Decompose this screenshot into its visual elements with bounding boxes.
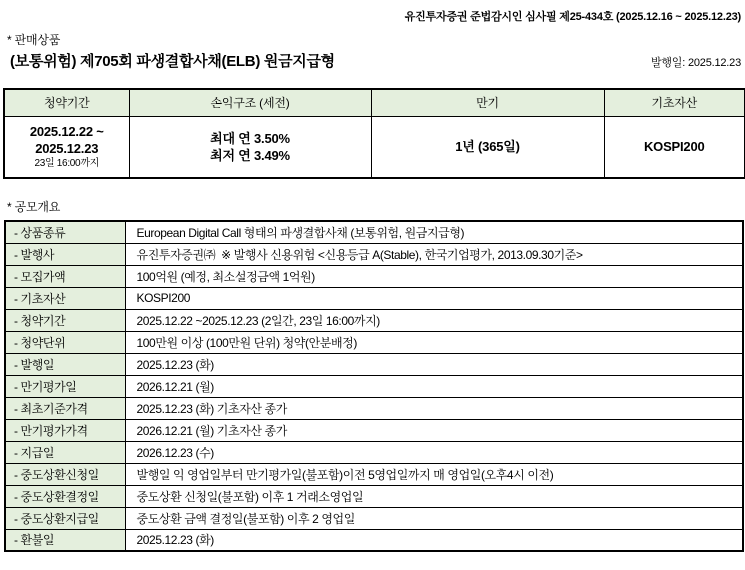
offering-detail-table xyxy=(4,220,744,552)
detail-value-cell: 2025.12.22 ~2025.12.23 (2일간, 23일 16:00까지) xyxy=(125,309,743,331)
sale-product-section-label: * 판매상품 xyxy=(7,33,61,47)
detail-value-cell: 유진투자증권㈜ ※ 발행사 신용위험 <신용등급 A(Stable), 한국기업평가, 2013.09.30기준> xyxy=(125,243,743,265)
issue-date: 발행일: 2025.12.23 xyxy=(650,57,741,69)
product-summary-table xyxy=(3,88,745,179)
detail-label-cell: - 청약기간 xyxy=(5,309,125,331)
detail-value-cell: 중도상환 금액 결정일(불포함) 이후 2 영업일 xyxy=(125,507,743,529)
detail-value-cell: 중도상환 신청일(불포함) 이후 1 거래소영업일 xyxy=(125,485,743,507)
header-maturity: 만기 xyxy=(371,89,604,116)
maturity-value: 1년 (365일) xyxy=(455,139,520,155)
underlying-asset-value: KOSPI200 xyxy=(643,139,705,155)
summary-header-row xyxy=(4,89,745,116)
product-title: (보통위험) 제705회 파생결합사채(ELB) 원금지급형 xyxy=(10,53,335,70)
detail-value-cell: European Digital Call 형태의 파생결합사채 (보통위험, 원금지급형) xyxy=(125,221,743,243)
detail-label-cell: - 지급일 xyxy=(5,441,125,463)
detail-value-cell: 100억원 (예정, 최소설정금액 1억원) xyxy=(125,265,743,287)
detail-value-cell: 2026.12.21 (월) 기초자산 종가 xyxy=(125,419,743,441)
detail-label-cell: - 발행사 xyxy=(5,243,125,265)
detail-label-cell: - 모집가액 xyxy=(5,265,125,287)
table-row xyxy=(5,243,743,265)
detail-value-cell: 2025.12.23 (화) xyxy=(125,353,743,375)
detail-label-cell: - 발행일 xyxy=(5,353,125,375)
table-row xyxy=(5,375,743,397)
detail-value-cell: 2026.12.23 (수) xyxy=(125,441,743,463)
table-row xyxy=(5,529,743,551)
compliance-review-note: 유진투자증권 준법감시인 심사필 제25-434호 (2025.12.16 ~ 2025.12.23) xyxy=(404,11,741,23)
table-row xyxy=(5,221,743,243)
detail-label-cell: - 만기평가가격 xyxy=(5,419,125,441)
table-row xyxy=(5,265,743,287)
header-underlying-asset: 기초자산 xyxy=(604,89,745,116)
detail-value-cell: 2026.12.21 (월) xyxy=(125,375,743,397)
table-row xyxy=(5,287,743,309)
table-row xyxy=(5,331,743,353)
detail-value-cell: 2025.12.23 (화) xyxy=(125,529,743,551)
title-row xyxy=(10,50,741,71)
table-row xyxy=(5,309,743,331)
offering-overview-section-label: * 공모개요 xyxy=(7,200,61,214)
detail-value-cell: KOSPI200 xyxy=(125,287,743,309)
table-row xyxy=(5,353,743,375)
table-row xyxy=(5,441,743,463)
detail-label-cell: - 환불일 xyxy=(5,529,125,551)
subscription-period-end: 2025.12.23 xyxy=(35,140,99,156)
payoff-min-rate: 최저 연 3.49% xyxy=(210,147,290,163)
detail-value-cell: 100만원 이상 (100만원 단위) 청약(안분배정) xyxy=(125,331,743,353)
detail-label-cell: - 만기평가일 xyxy=(5,375,125,397)
detail-value-cell: 발행일 익 영업일부터 만기평가일(불포함)이전 5영업일까지 매 영업일(오후4시 이전) xyxy=(125,463,743,485)
detail-label-cell: - 상품종류 xyxy=(5,221,125,243)
detail-label-cell: - 청약단위 xyxy=(5,331,125,353)
detail-label-cell: - 중도상환신청일 xyxy=(5,463,125,485)
subscription-period-start: 2025.12.22 ~ xyxy=(29,123,104,139)
table-row xyxy=(5,507,743,529)
detail-label-cell: - 최초기준가격 xyxy=(5,397,125,419)
detail-label-cell: - 중도상환지급일 xyxy=(5,507,125,529)
payoff-structure-cell xyxy=(129,116,371,178)
payoff-max-rate: 최대 연 3.50% xyxy=(210,130,290,146)
summary-value-row xyxy=(4,116,745,178)
maturity-cell xyxy=(371,116,604,178)
header-subscription-period: 청약기간 xyxy=(4,89,129,116)
subscription-period-cell xyxy=(4,116,129,178)
header-payoff-structure: 손익구조 (세전) xyxy=(129,89,371,116)
subscription-deadline-note: 23일 16:00까지 xyxy=(34,157,100,169)
table-row xyxy=(5,463,743,485)
detail-value-cell: 2025.12.23 (화) 기초자산 종가 xyxy=(125,397,743,419)
table-row xyxy=(5,485,743,507)
detail-label-cell: - 중도상환결정일 xyxy=(5,485,125,507)
underlying-asset-cell xyxy=(604,116,745,178)
table-row xyxy=(5,397,743,419)
table-row xyxy=(5,419,743,441)
detail-label-cell: - 기초자산 xyxy=(5,287,125,309)
